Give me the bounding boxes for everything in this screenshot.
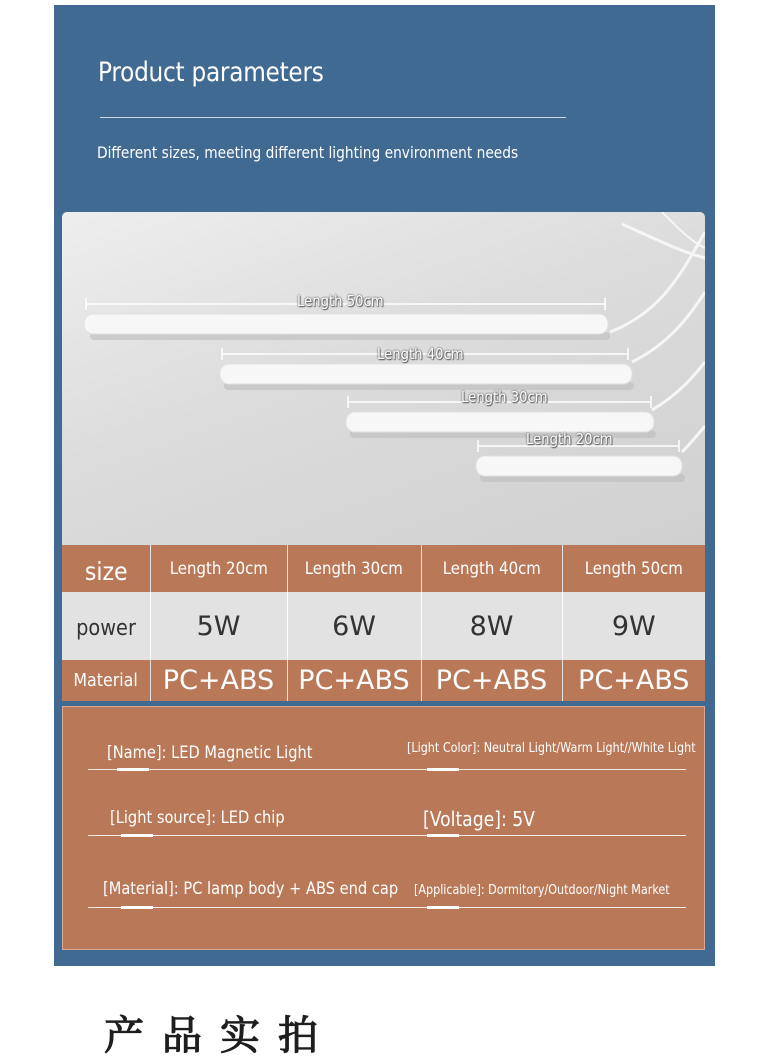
length-label-20cm: Length 20cm [526,430,613,448]
info-applicable: [Applicable]: Dormitory/Outdoor/Night Market [414,883,670,898]
info-marker [121,834,153,837]
power-cell: 5W [150,592,287,660]
length-label-40cm: Length 40cm [377,345,464,363]
length-label-30cm: Length 30cm [461,388,548,406]
info-name: [Name]: LED Magnetic Light [107,743,313,763]
info-marker [427,768,459,771]
material-cell: PC+ABS [562,660,705,701]
info-light-source: [Light source]: LED chip [110,808,285,828]
table-row-material [62,660,705,701]
page-subtitle: Different sizes, meeting different lighting environment needs [97,143,519,162]
next-section-heading: 产品实拍 [104,1013,336,1059]
info-light-color: [Light Color]: Neutral Light/Warm Light//White Light [407,741,696,756]
row-header-size: size [62,545,150,592]
product-photo [62,212,705,545]
spec-table [62,545,705,701]
size-cell: Length 30cm [287,545,421,592]
size-cell: Length 20cm [150,545,287,592]
material-cell: PC+ABS [287,660,421,701]
info-marker [121,906,153,909]
size-cell: Length 50cm [562,545,705,592]
table-row-size [62,545,705,592]
light-bar-20cm [476,456,682,476]
info-divider [88,907,686,908]
power-cell: 6W [287,592,421,660]
material-cell: PC+ABS [150,660,287,701]
power-cell: 9W [562,592,705,660]
material-cell: PC+ABS [421,660,562,701]
info-marker [427,834,459,837]
page-title: Product parameters [98,57,324,88]
light-bar-50cm [84,314,608,334]
table-row-power [62,592,705,660]
light-bar-30cm [346,412,654,432]
title-divider [100,117,566,118]
light-bars-illustration [62,212,705,545]
light-bar-40cm [220,364,632,384]
info-material: [Material]: PC lamp body + ABS end cap [103,879,399,899]
row-header-material: Material [62,660,150,701]
power-cell: 8W [421,592,562,660]
info-voltage: [Voltage]: 5V [423,807,535,831]
row-header-power: power [62,592,150,660]
size-cell: Length 40cm [421,545,562,592]
info-divider [88,769,686,770]
info-marker [117,768,149,771]
info-divider [88,835,686,836]
length-label-50cm: Length 50cm [297,292,384,310]
info-marker [427,906,459,909]
product-info-box [62,706,705,950]
